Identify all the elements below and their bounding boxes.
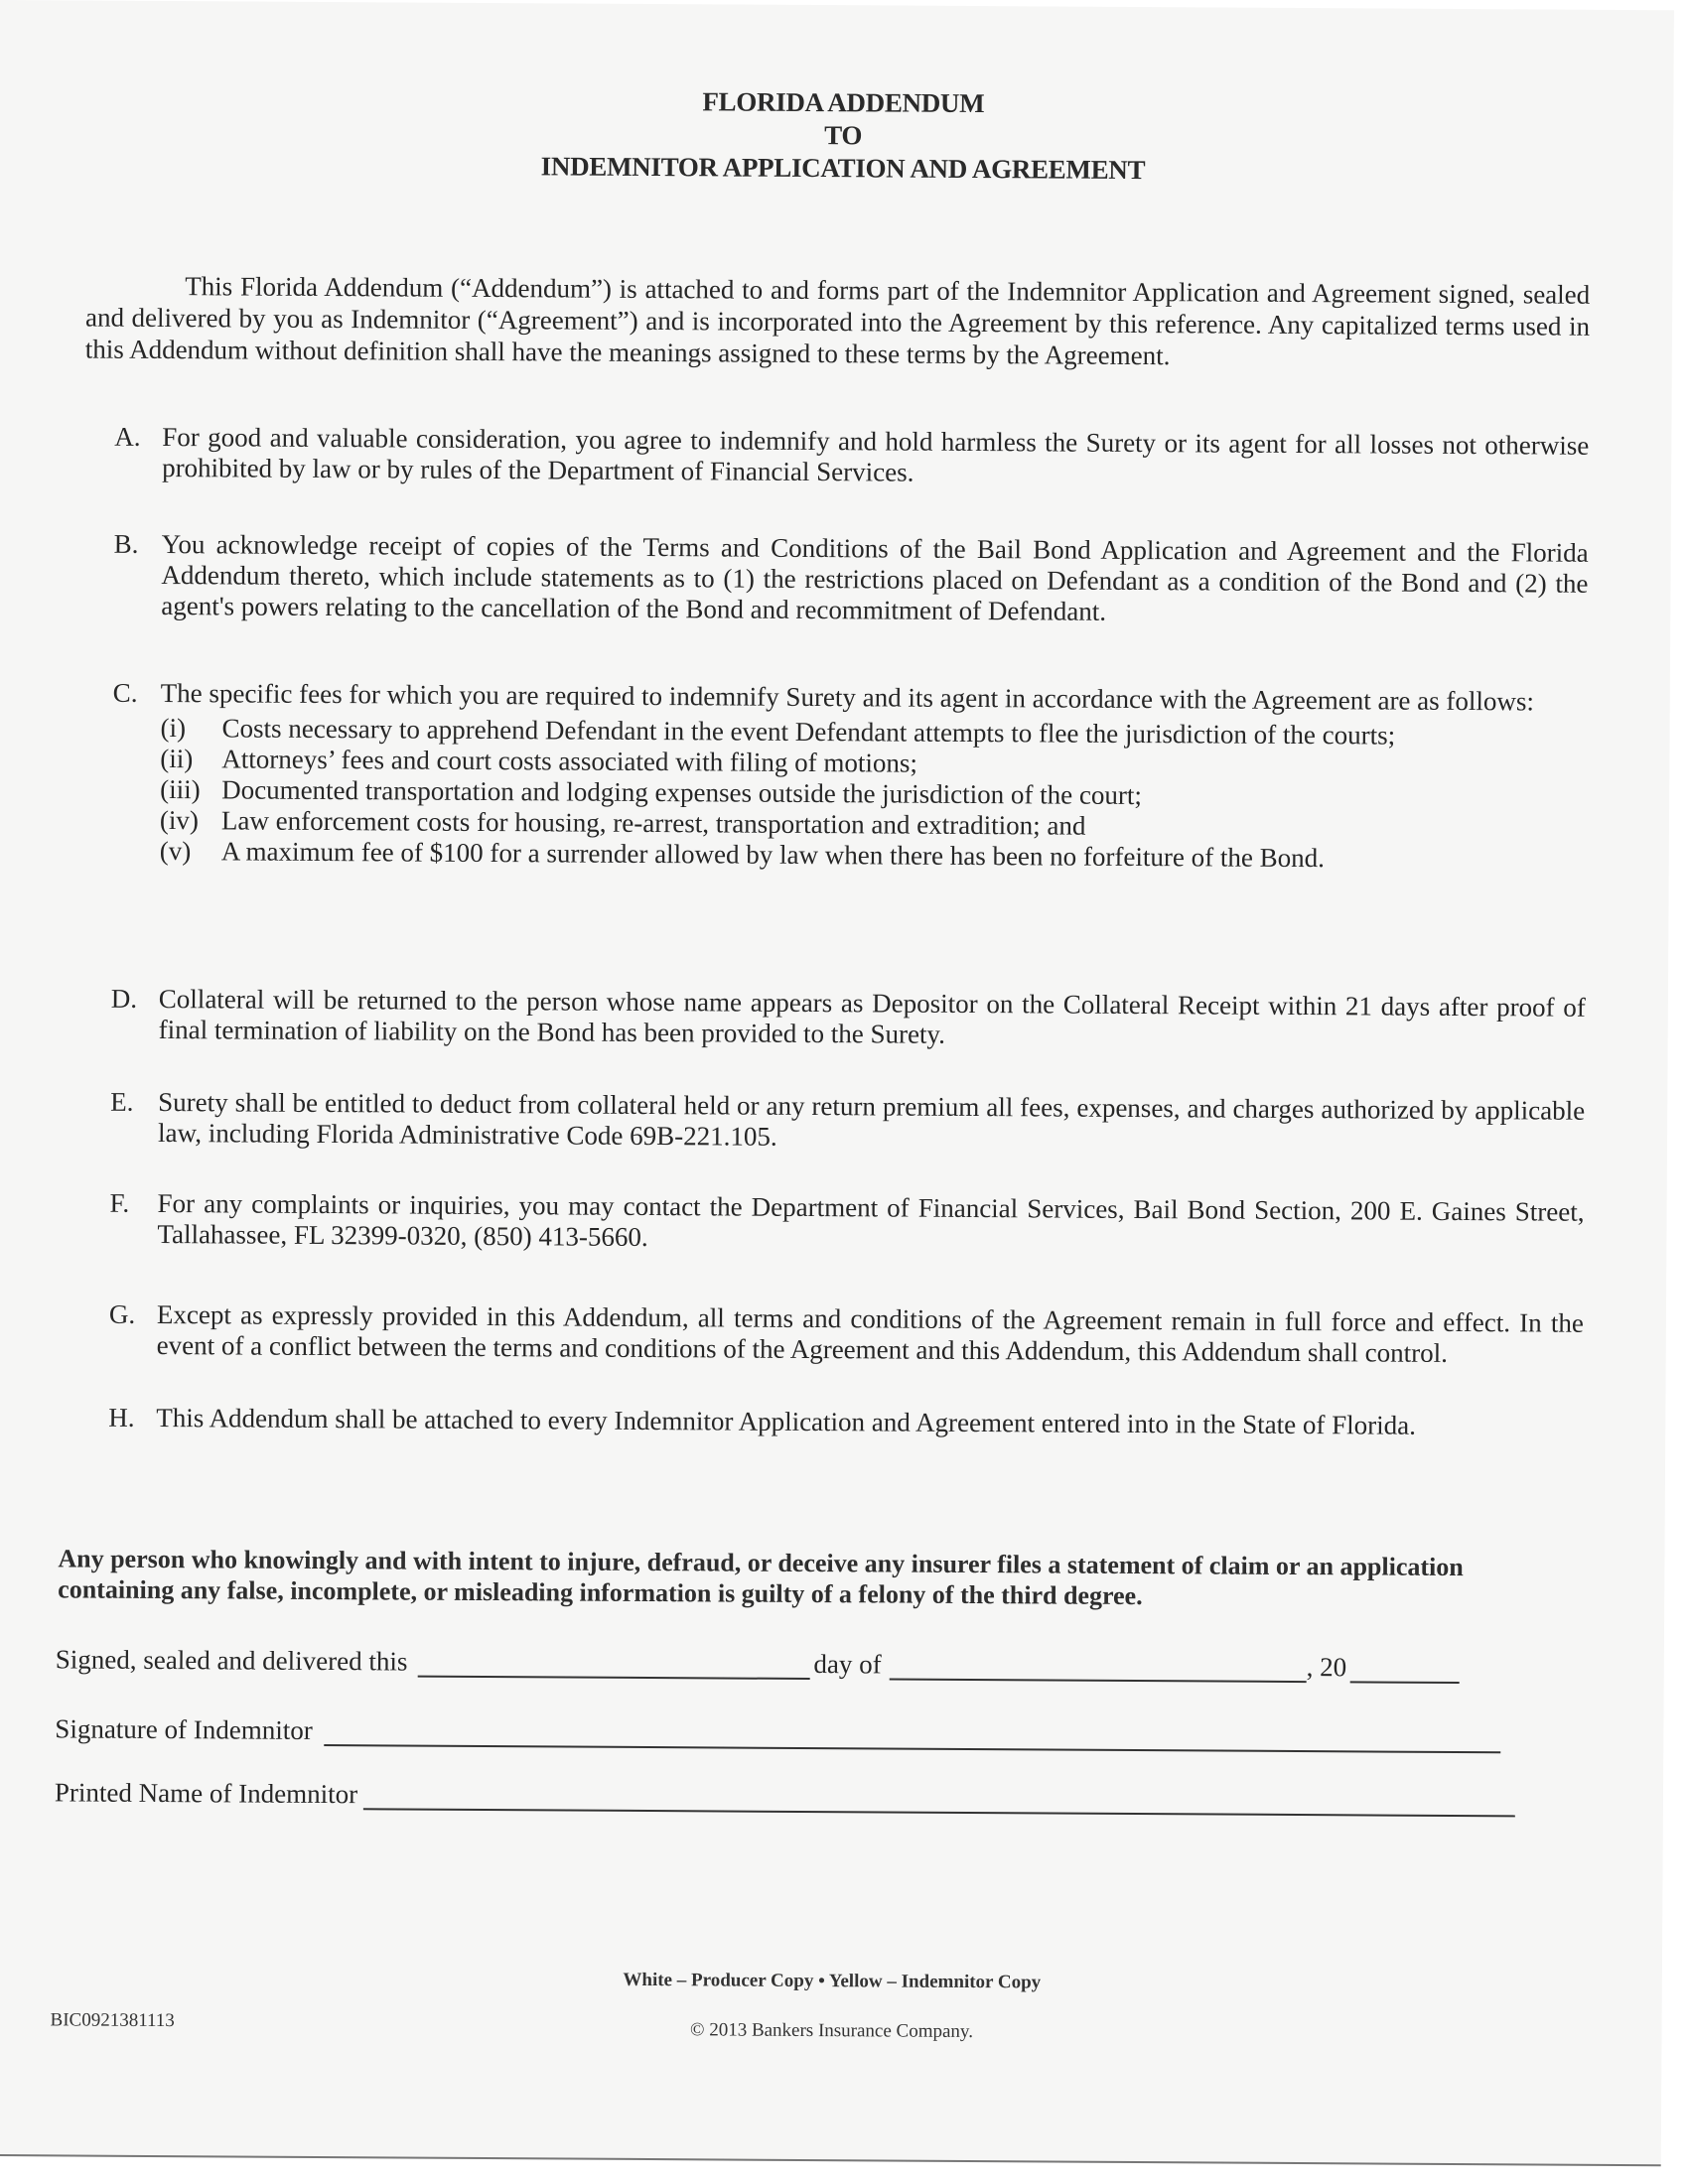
fee-list <box>160 713 1588 876</box>
clause-c <box>112 678 1588 876</box>
clause-e <box>110 1087 1585 1158</box>
clause-b <box>113 529 1589 630</box>
clause-text: You acknowledge receipt of copies of the Terms and Conditions of the Bail Bond Application and Agreement and the Florida Addendum thereto, which include statements as to (1) the restrictions placed on Defendant as a condition of the Bond and (2) the agent's powers relating to the cancellation of the Bond and recommitment of Defendant. <box>161 529 1589 626</box>
fee-item-number: (i) <box>160 713 187 744</box>
day-field[interactable] <box>417 1650 809 1680</box>
clause-letter: H. <box>108 1402 135 1433</box>
clause-text: For good and valuable consideration, you agree to indemnify and hold harmless the Surety or its agent for all losses not otherwise prohibited by law or by rules of the Department of Financial Services. <box>162 422 1590 487</box>
fee-item-text: Documented transportation and lodging expenses outside the jurisdiction of the court; <box>221 774 1143 811</box>
signature-label: Signature of Indemnitor <box>55 1713 313 1745</box>
fee-item-number: (iii) <box>160 773 201 805</box>
clause-letter: B. <box>113 528 139 559</box>
printed-name-label: Printed Name of Indemnitor <box>54 1777 358 1810</box>
copyright-notice: © 2013 Bankers Insurance Company. <box>689 2019 974 2043</box>
clause-letter: D. <box>110 983 138 1014</box>
signed-date-row <box>56 1644 1575 1684</box>
fee-item-number: (ii) <box>160 744 194 774</box>
document-title <box>0 81 1687 190</box>
fraud-warning: Any person who knowingly and with intent to injure, defraud, or deceive any insurer files a statement of claim or an application containing any false, incomplete, or misleading information is guilty of a felony of the third degree. <box>58 1544 1464 1611</box>
clause-h <box>108 1403 1583 1442</box>
clause-f <box>109 1188 1584 1259</box>
title-line-2: TO <box>824 120 863 151</box>
clause-text: For any complaints or inquiries, you may contact the Department of Financial Services, Bail Bond Section, 200 E. Gaines Street, Tallahassee, FL 32399-0320, (850) 413-5660. <box>157 1187 1585 1253</box>
title-line-1: FLORIDA ADDENDUM <box>702 86 985 119</box>
fee-item-number: (iv) <box>159 804 200 836</box>
month-field[interactable] <box>890 1653 1307 1684</box>
clause-a <box>114 422 1589 492</box>
fee-item-text: A maximum fee of $100 for a surrender allowed by law when there has been no forfeiture of the Bond. <box>220 836 1325 874</box>
clause-letter: A. <box>114 421 141 452</box>
fee-item-number: (v) <box>159 835 192 867</box>
clause-text: Except as expressly provided in this Addendum, all terms and conditions of the Agreement remain in full force and effect. In the event of a conflict between the terms and conditions of the Agreement and this Addendum, this Addendum shall control. <box>156 1298 1584 1368</box>
clause-letter: C. <box>112 677 138 708</box>
clause-text: Collateral will be returned to the person whose name appears as Depositor on the Collateral Receipt within 21 days after proof of final termination of liability on the Bond has been provided to the Surety. <box>158 983 1586 1049</box>
signed-label: Signed, sealed and delivered this <box>55 1644 408 1677</box>
clause-letter: G. <box>108 1298 136 1329</box>
day-of-label: day of <box>813 1649 882 1680</box>
fee-item-text: Costs necessary to apprehend Defendant in the event Defendant attempts to flee the jurisdiction of the courts; <box>221 713 1396 751</box>
printed-name-row <box>55 1777 1574 1817</box>
printed-name-field[interactable] <box>363 1782 1515 1817</box>
fee-item-text: Attorneys’ fees and court costs associated with filing of motions; <box>221 744 918 778</box>
clause-letter: E. <box>110 1086 134 1117</box>
clause-text: The specific fees for which you are required to indemnify Surety and its agent in accordance with the Agreement are as follows: <box>160 678 1535 717</box>
year-prefix-label: , 20 <box>1306 1652 1347 1683</box>
fee-item-text: Law enforcement costs for housing, re-arrest, transportation and extradition; and <box>220 805 1086 841</box>
form-code: BIC0921381113 <box>50 2009 175 2032</box>
clause-g <box>109 1299 1584 1370</box>
title-line-3: INDEMNITOR APPLICATION AND AGREEMENT <box>540 151 1146 186</box>
clause-text: Surety shall be entitled to deduct from collateral held or any return premium all fees, expenses, and charges authorized by applicable law, including Florida Administrative Code 69B-221.105. <box>157 1086 1586 1152</box>
copy-distribution-note: White – Producer Copy • Yellow – Indemnitor Copy <box>623 1969 1042 1993</box>
signature-field[interactable] <box>325 1718 1501 1753</box>
clause-d <box>111 984 1586 1054</box>
signature-row <box>55 1713 1574 1753</box>
intro-paragraph: This Florida Addendum (“Addendum”) is attached to and forms part of the Indemnitor Application and Agreement signed, sealed and delivered by you as Indemnitor (“Agreement”) and is incorporated into the Agreement by this reference. Any capitalized terms used in this Addendum without definition shall have the meanings assigned to these terms by the Agreement. <box>84 271 1591 371</box>
clause-letter: F. <box>109 1187 130 1218</box>
year-field[interactable] <box>1350 1655 1460 1684</box>
clause-text: This Addendum shall be attached to every Indemnitor Application and Agreement entered into in the State of Florida. <box>156 1402 1417 1440</box>
